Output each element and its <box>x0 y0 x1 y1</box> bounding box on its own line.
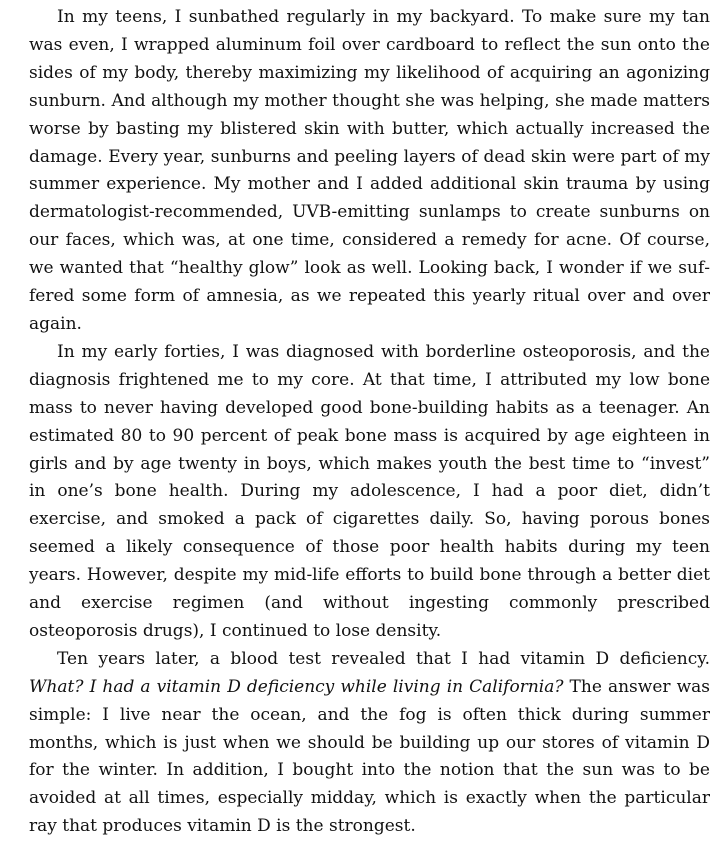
paragraph-vitamin-d <box>29 646 710 841</box>
paragraph-text: In my early forties, I was diagnosed with borderline osteoporosis, and the diagnosis frightened me to my core. At that time, I attributed my low bone mass to never having developed good bone-building habits as a teenager. An estimated 80 to 90 percent of peak bone mass is acquired by age eighteen in girls and by age twenty in boys, which makes youth the best time to “invest” in one’s bone health. During my adolescence, I had a poor diet, didn’t exercise, and smoked a pack of cigarettes daily. So, having porous bones seemed a likely consequence of those poor health habits during my teen years. However, despite my mid-life efforts to build bone through a better diet and exercise regimen (and without ingesting commonly prescribed osteoporosis drugs), I continued to lose density. <box>29 341 710 641</box>
paragraph-text: The answer was simple: I live near the ocean, and the fog is often thick during summer months, which is just when we should be building up our stores of vitamin D for the winter. In addition, I bought into the notion that the sun was to be avoided at all times, especially midday, which is exactly when the particular ray that produces vitamin D is the strongest. <box>29 676 710 837</box>
italic-question: What? I had a vitamin D deficiency while living in California? <box>29 676 564 697</box>
paragraph-text: Ten years later, a blood test revealed that I had vitamin D deficiency. <box>57 648 710 669</box>
paragraph-sunbathing <box>29 4 710 339</box>
paragraph-text: In my teens, I sunbathed regularly in my backyard. To make sure my tan was even, I wrapped aluminum foil over cardboard to reflect the sun onto the sides of my body, thereby maximizing my likelihood of acquiring an agonizing sunburn. And although my mother thought she was helping, she made matters worse by basting my blistered skin with butter, which actually increased the damage. Every year, sunburns and peeling layers of dead skin were part of my summer experience. My mother and I added additional skin trauma by using dermatologist-recommended, UVB-emitting sunlamps to create sunburns on our faces, which was, at one time, considered a remedy for acne. Of course, we wanted that “healthy glow” look as well. Looking back, I wonder if we suffered some form of amnesia, as we repeated this yearly ritual over and over again. <box>29 7 710 334</box>
paragraph-osteoporosis <box>29 339 710 646</box>
book-page <box>29 4 710 841</box>
